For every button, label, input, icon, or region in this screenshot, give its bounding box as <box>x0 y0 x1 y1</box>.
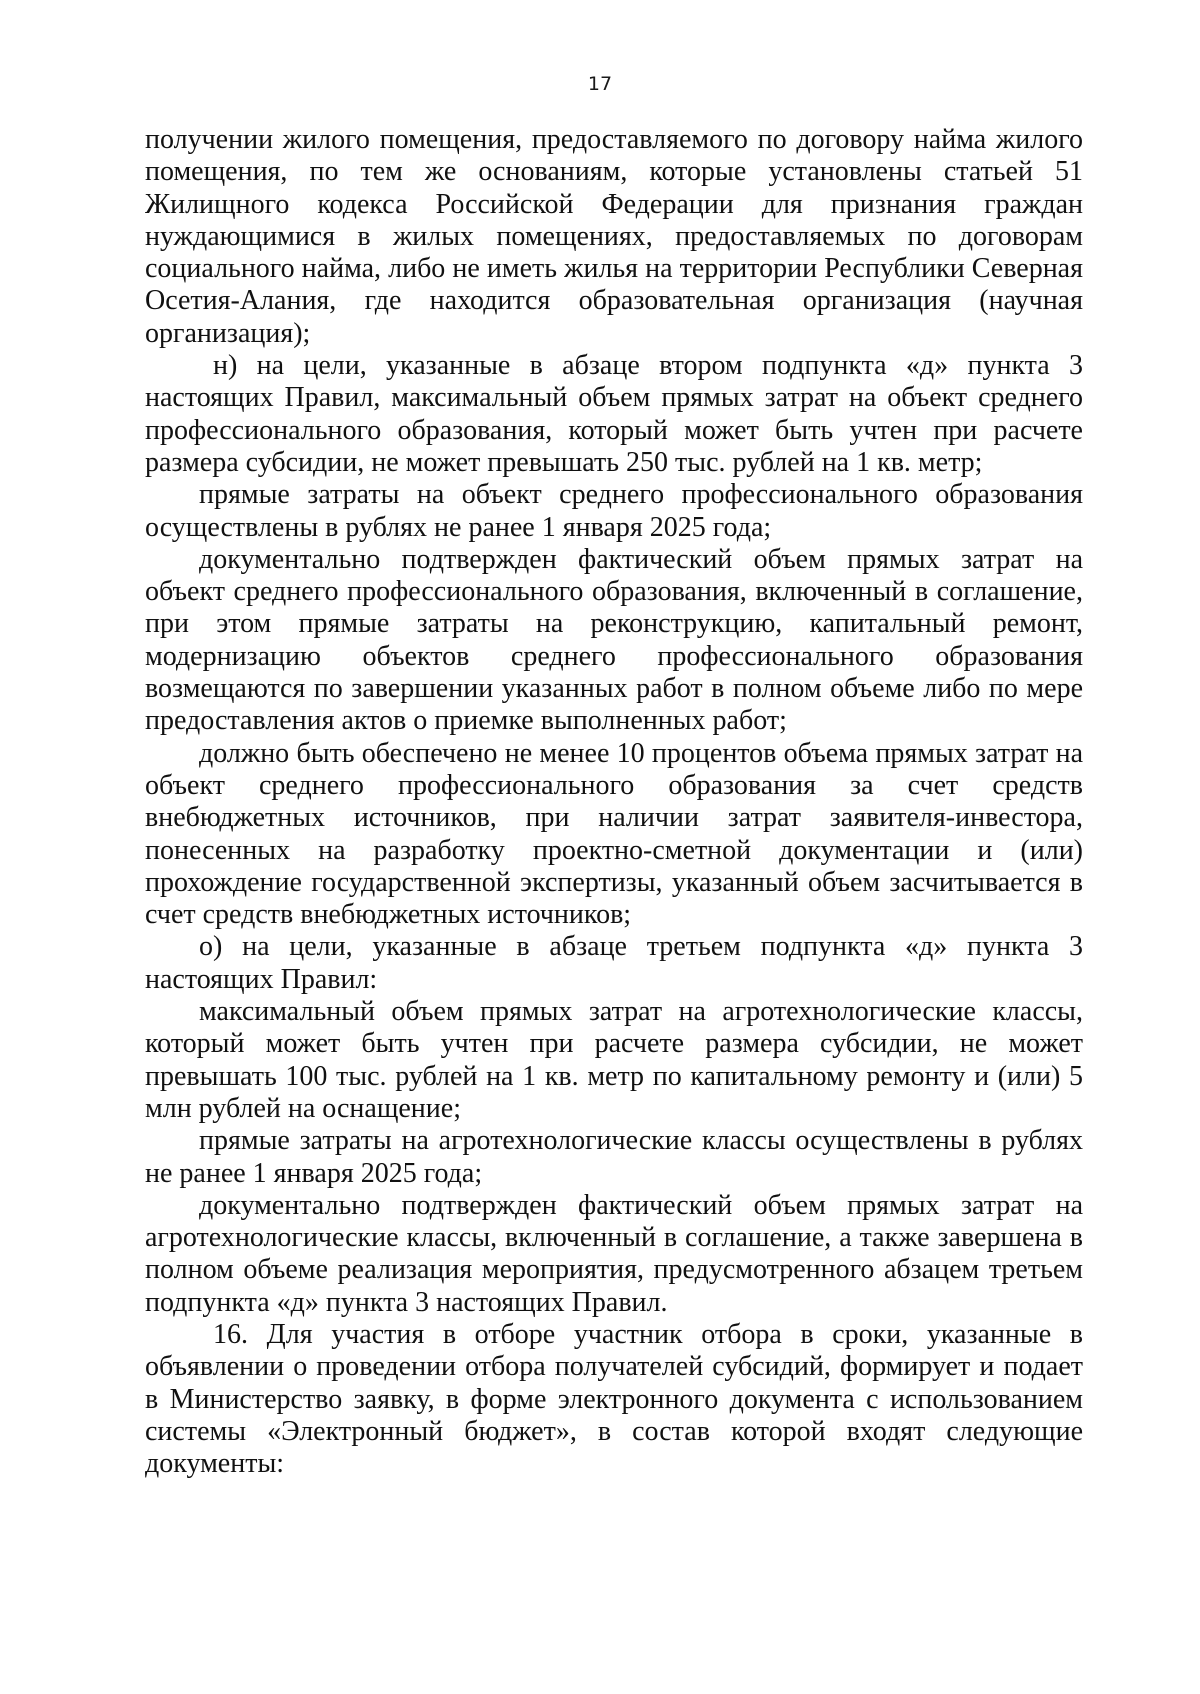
paragraph-max-agro-costs: максимальный объем прямых затрат на агротехнологические классы, который может быть учтен при расчете размера субсидии, не может превышать 100 тыс. рублей на 1 кв. метр по капитальному ремонту и (или) 5 млн рублей на оснащение; <box>145 996 1083 1124</box>
paragraph-item-o: о) на цели, указанные в абзаце третьем подпункта «д» пункта 3 настоящих Правил: <box>145 931 1083 995</box>
paragraph-direct-costs-date: прямые затраты на объект среднего профессионального образования осуществлены в рублях не ранее 1 января 2025 года; <box>145 479 1083 543</box>
paragraph-documented-costs: документально подтвержден фактический объем прямых затрат на объект среднего профессионального образования, включенный в соглашение, при этом прямые затраты на реконструкцию, капитальный ремонт, модернизацию объектов среднего профессионального образования возмещаются по завершении указанных работ в полном объеме либо по мере предоставления актов о приемке выполненных работ; <box>145 543 1083 737</box>
paragraph-item-n: н) на цели, указанные в абзаце втором подпункта «д» пункта 3 настоящих Правил, максимальный объем прямых затрат на объект среднего профессионального образования, который может быть учтен при расчете размера субсидии, не может превышать 250 тыс. рублей на 1 кв. метр; <box>145 350 1083 478</box>
paragraph-item-16: 16. Для участия в отборе участник отбора в сроки, указанные в объявлении о проведении отбора получателей субсидий, формирует и подает в Министерство заявку, в форме электронного документа с использованием системы «Электронный бюджет», в состав которой входят следующие документы: <box>145 1318 1083 1480</box>
page-number: 17 <box>587 73 613 95</box>
document-body <box>145 124 1083 1480</box>
paragraph-agro-documented: документально подтвержден фактический объем прямых затрат на агротехнологические классы, включенный в соглашение, а также завершена в полном объеме реализация мероприятия, предусмотренного абзацем третьем подпункта «д» пункта 3 настоящих Правил. <box>145 1189 1083 1318</box>
paragraph-continuation: получении жилого помещения, предоставляемого по договору найма жилого помещения, по тем же основаниям, которые установлены статьей 51 Жилищного кодекса Российской Федерации для признания граждан нуждающимися в жилых помещениях, предоставляемых по договорам социального найма, либо не иметь жилья на территории Республики Северная Осетия-Алания, где находится образовательная организация (научная организация); <box>145 124 1083 349</box>
paragraph-extrabudgetary: должно быть обеспечено не менее 10 процентов объема прямых затрат на объект среднего профессионального образования за счет средств внебюджетных источников, при наличии затрат заявителя-инвестора, понесенных на разработку проектно-сметной документации и (или) прохождение государственной экспертизы, указанный объем засчитывается в счет средств внебюджетных источников; <box>145 737 1083 931</box>
paragraph-agro-costs-date: прямые затраты на агротехнологические классы осуществлены в рублях не ранее 1 января 2025 года; <box>145 1125 1083 1189</box>
